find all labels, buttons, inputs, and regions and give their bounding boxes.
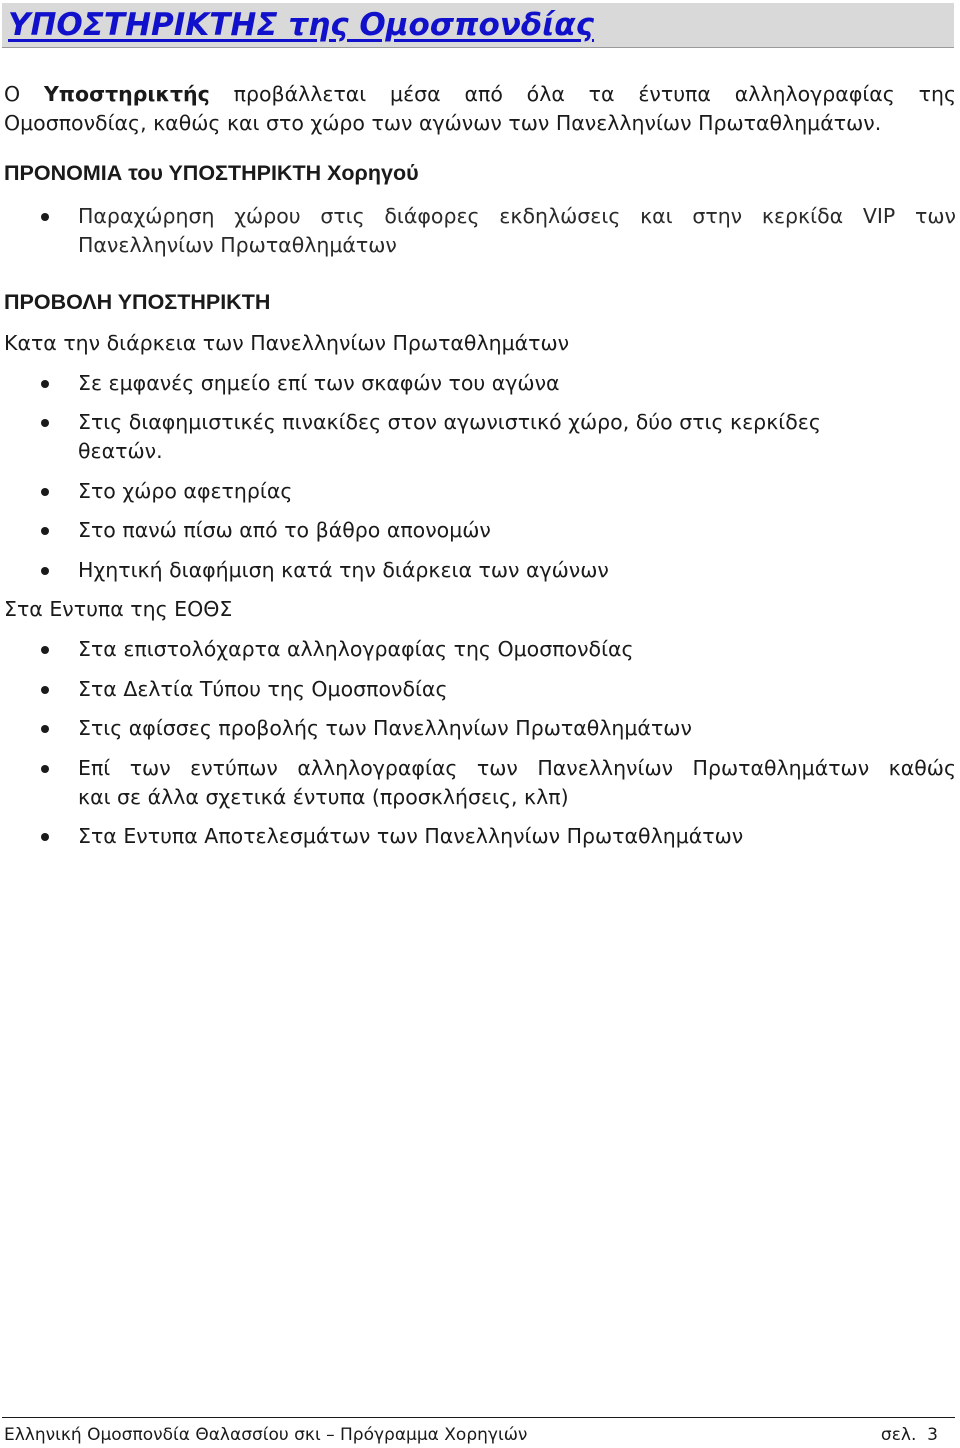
list-item-text: Στις διαφημιστικές πινακίδες στον αγωνιστικό χώρο, δύο στις κερκίδες θεατών. [78,410,821,463]
bullet-icon [41,646,49,654]
intro-line-1-rest: προβάλλεται μέσα από όλα τα έντυπα αλληλογραφίας της [209,82,956,106]
list-item-text: Στο χώρο αφετηρίας [78,479,293,503]
print-label: Στα Εντυπα της ΕΟΘΣ [4,597,233,621]
intro-bold-term: Υποστηρικτής [43,82,210,106]
footer-divider [2,1417,955,1418]
list-item [0,516,956,545]
page-number [881,1424,938,1446]
list-item-text: Στις αφίσσες προβολής των Πανελληνίων Πρωταθλημάτων [78,716,692,740]
bullet-icon [41,527,49,535]
bullet-icon [41,213,49,221]
intro-line-2: Ομοσπονδίας, καθώς και στο χώρο των αγώνων των Πανελληνίων Πρωταθλημάτων. [4,111,882,135]
list-item-text [78,754,956,812]
bullet-icon [41,419,49,427]
intro-prefix: Ο [4,82,44,106]
promotion-heading: ΠΡΟΒΟΛΗ ΥΠΟΣΤΗΡΙΚΤΗ [4,290,271,314]
bullet-icon [41,567,49,575]
bullet-icon [41,833,49,841]
list-item-text: Στα Εντυπα Αποτελεσμάτων των Πανελληνίων Πρωταθλημάτων [78,824,744,848]
bullet-icon [41,488,49,496]
page-number-value: 3 [927,1425,938,1445]
intro-paragraph [4,80,956,138]
list-item [0,202,956,260]
during-label: Κατα την διάρκεια των Πανελληνίων Πρωταθλημάτων [4,331,570,355]
list-item [0,369,956,398]
list-item-line-2: και σε άλλα σχετικά έντυπα (προσκλήσεις, κλπ) [78,785,569,809]
list-item [0,556,956,585]
intro-line-1 [4,80,956,109]
list-item [0,754,956,812]
list-item-text [78,202,956,260]
list-item [0,714,956,743]
bullet-icon [41,686,49,694]
list-item-text: Ηχητική διαφήμιση κατά την διάρκεια των αγώνων [78,558,609,582]
page-title: ΥΠΟΣΤΗΡΙΚΤΗΣ της Ομοσπονδίας [8,7,594,43]
list-item-text: Σε εμφανές σημείο επί των σκαφών του αγώνα [78,371,560,395]
footer-text: Ελληνική Ομοσπονδία Θαλασσίου σκι – Πρόγραμμα Χορηγιών [4,1425,528,1445]
list-item-text: Στο πανώ πίσω από το βάθρο απονομών [78,518,491,542]
list-item-line-2: Πανελληνίων Πρωταθλημάτων [78,233,397,257]
bullet-icon [41,380,49,388]
list-item [0,408,880,466]
list-item-line-1: Παραχώρηση χώρου στις διάφορες εκδηλώσεις και στην κερκίδα VIP των [78,204,956,228]
bullet-icon [41,725,49,733]
list-item [0,675,956,704]
title-banner [2,3,954,48]
list-item [0,477,956,506]
list-item [0,822,956,851]
list-item-text: Στα επιστολόχαρτα αλληλογραφίας της Ομοσπονδίας [78,637,634,661]
list-item-text: Στα Δελτία Τύπου της Ομοσπονδίας [78,677,448,701]
page-prefix: σελ. [880,1425,917,1445]
list-item [0,635,956,664]
bullet-icon [41,765,49,773]
list-item-line-1: Επί των εντύπων αλληλογραφίας των Πανελληνίων Πρωταθλημάτων καθώς [78,756,956,780]
privileges-heading: ΠΡΟΝΟΜΙΑ του ΥΠΟΣΤΗΡΙΚΤΗ Χορηγού [4,161,419,185]
